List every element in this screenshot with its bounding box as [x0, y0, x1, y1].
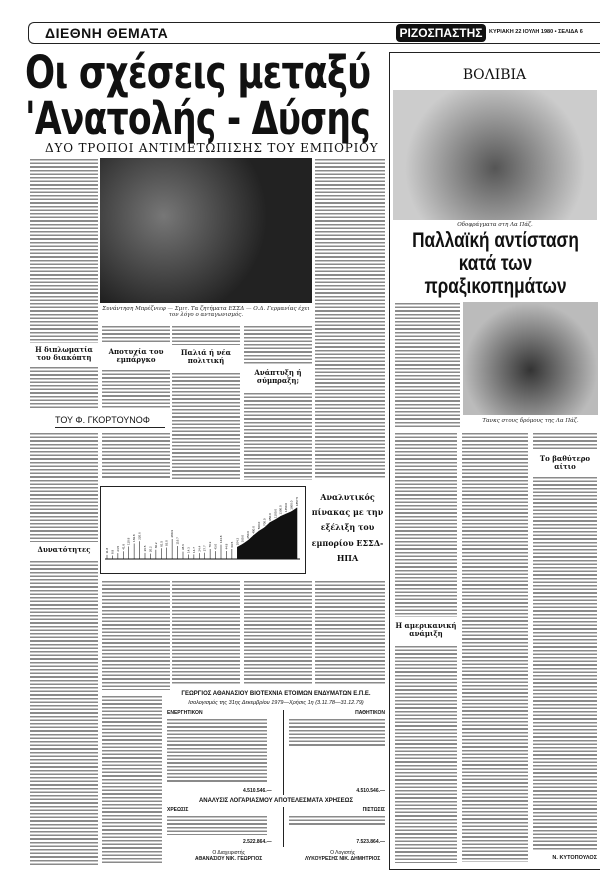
balance-title: ΓΕΩΡΓΙΟΣ ΑΘΑΝΑΣΙΟΥ ΒΙΟΤΕΧΝΙΑ ΕΤΟΙΜΩΝ ΕΝΔΥΜΑΤΩΝ Ε.Π.Ε. [181, 691, 371, 697]
article-text [30, 432, 98, 542]
signature-manager: Ο Διαχειριστής ΑΘΑΝΑΣΙΟΥ ΝΙΚ. ΓΕΩΡΓΙΟΣ [195, 850, 263, 862]
chart-data-label: 700.0 [262, 518, 267, 526]
liabilities-total: 4.510.546.— [356, 788, 385, 794]
chart-data-label: 220.6 [137, 532, 142, 540]
subhead: Το βαθύτερο αίτιο [539, 454, 591, 472]
photo-tank [463, 302, 598, 415]
chart-data-label: 1857.5 [295, 496, 299, 507]
subhead: Η αμερικανική ανάμιξη [395, 621, 457, 639]
results-title: ΑΝΑΛΥΣΙΣ ΛΟΓΑΡΙΑΣΜΟΥ ΑΠΟΤΕΛΕΣΜΑΤΑ ΧΡΗΣΕΩΣ [198, 798, 354, 804]
trade-chart [100, 486, 306, 574]
author: Ν. ΚΥΤΟΠΟΥΛΟΣ [552, 855, 597, 861]
side-headline: Παλλαϊκή αντίσταση κατά των πραξικοπημάτων [412, 229, 579, 298]
credit-total: 7.523.864.— [356, 839, 385, 845]
subhead: Αποτυχία του εμπάργκο [108, 347, 164, 365]
photo1-caption: Οδοφράγματα στη Λα Πάζ. [457, 222, 533, 228]
liabilities-rows [289, 718, 385, 748]
photo-barricades [393, 90, 597, 220]
chart-data-label: 24.5 [115, 545, 120, 552]
chart-data-label: 38.6 [181, 544, 185, 551]
chart-data-label: 70.3 [208, 541, 213, 548]
chart-data-label: 81.5 [159, 540, 164, 547]
article-text [30, 366, 98, 410]
chart-data-label: 41.8 [121, 543, 126, 550]
assets-heading: ΕΝΕΡΓΗΤΙΚΟΝ [167, 710, 203, 716]
subtitle: ΔΥΟ ΤΡΟΠΟΙ ΑΝΤΙΜΕΤΩΠΙΣΗΣ ΤΟΥ ΕΜΠΟΡΙΟΥ [45, 141, 379, 155]
subhead: Ανάπτυξη ή σύμπραξη; [254, 368, 302, 386]
chart-data-label: 400.0 [251, 526, 256, 534]
chart-data-label: 250.0 [246, 531, 251, 539]
trade-chart-svg [101, 487, 304, 572]
issue-date: ΚΥΡΙΑΚΗ 22 ΙΟΥΛΗ 1980 • ΣΕΛΙΔΑ 6 [489, 29, 583, 35]
article-text [102, 369, 170, 408]
liabilities-heading: ΠΑΘΗΤΙΚΟΝ [355, 710, 385, 716]
chart-data-label: 160.0 [240, 534, 245, 543]
article-text [172, 580, 240, 685]
photo-leaders [100, 158, 312, 303]
balance-subtitle: Ισολογισμός της 31ης Δεκεμβρίου 1979—Χρήσις 1η (3.11.78—31.12.79) [188, 700, 364, 706]
chart-data-label: 169.8 [132, 534, 137, 542]
debit-rows [167, 815, 267, 835]
chart-data-label: 11.8 [105, 547, 109, 554]
article-text [533, 476, 597, 850]
chart-data-label: 560.0 [257, 521, 261, 530]
article-text [172, 325, 240, 345]
chart-data-label: 1100.0 [273, 508, 278, 518]
subhead: Δυνατότητες [37, 545, 91, 554]
subhead: Παλιά ή νέα πολιτική [180, 348, 232, 366]
chart-caption: Αναλυτικός πίνακας με την εξέλιξη του εμπορίου ΕΣΣΔ-ΗΠΑ [311, 492, 384, 563]
article-text [395, 302, 460, 428]
article-text [315, 580, 385, 685]
kicker: ΒΟΛΙΒΙΑ [462, 67, 527, 83]
chart-data-label: 1300.0 [278, 505, 283, 515]
chart-data-label: 43.0 [213, 543, 218, 550]
column-divider [283, 807, 284, 847]
column-divider [283, 710, 284, 795]
article-text [30, 158, 98, 343]
headline-line-1: Οι σχέσεις μεταξύ [25, 46, 371, 99]
article-text [30, 560, 98, 865]
chart-data-label: 144.8 [219, 535, 223, 544]
article-text [462, 432, 528, 862]
assets-rows [167, 718, 267, 783]
debit-total: 2.522.864.— [243, 839, 272, 845]
chart-data-label: 950.0 [267, 513, 272, 521]
chart-data-label: 1600.0 [289, 500, 294, 510]
chart-data-label: 110.8 [126, 537, 131, 545]
masthead-logo: ΡΙΖΟΣΠΑΣΤΗΣ [396, 24, 486, 42]
byline: ΤΟΥ Φ. ΓΚΟΡΤΟΥΝΟΦ [55, 415, 165, 428]
headline-line-2: 'Ανατολής - Δύσης [25, 92, 370, 145]
chart-data-label: 1450.0 [284, 502, 289, 513]
subhead: Η διπλωματία του διακόπτη [35, 345, 93, 363]
article-text [244, 325, 312, 365]
chart-data-label: 14.3 [186, 547, 191, 553]
article-text [102, 580, 170, 690]
assets-total: 4.510.546.— [243, 788, 272, 794]
article-text [244, 392, 312, 480]
chart-data-label: 24.4 [197, 545, 202, 552]
article-text [102, 695, 162, 865]
credit-heading: ΠΙΣΤΩΣΙΣ [362, 807, 385, 813]
article-text [102, 432, 170, 480]
photo2-caption: Τανκς στους δρόμους της Λα Πάζ. [482, 418, 579, 424]
balance-sheet-ad [165, 690, 387, 865]
signature-accountant: Ο Λογιστής ΛΥΚΟΥΡΕΣΗΣ ΝΙΚ. ΔΗΜΗΤΡΙΟΣ [305, 850, 381, 862]
chart-data-label: 8.8 [110, 549, 115, 554]
article-text [315, 158, 385, 478]
section-title: ΔΙΕΘΝΗ ΘΕΜΑΤΑ [45, 25, 169, 41]
debit-heading: ΧΡΕΩΣΙΣ [167, 807, 189, 813]
article-text [395, 645, 457, 863]
article-text [102, 325, 170, 343]
article-text [172, 372, 240, 480]
chart-data-label: 92.0 [164, 540, 169, 547]
article-text [244, 580, 312, 685]
chart-data-label: 14.7 [191, 547, 196, 553]
chart-data-label: 280.9 [170, 529, 175, 538]
chart-data-label: 104.2 [235, 537, 240, 546]
article-text [395, 432, 457, 617]
chart-data-label: 44.8 [224, 543, 229, 550]
chart-data-label: 27.7 [202, 545, 207, 552]
chart-data-label: 26.5 [143, 545, 147, 552]
credit-rows [289, 815, 385, 827]
chart-data-label: 69.5 [229, 541, 234, 548]
chart-data-label: 20.2 [148, 546, 153, 553]
chart-data-label: 60.2 [153, 542, 158, 549]
chart-data-label: 119.7 [175, 537, 180, 545]
photo-caption: Συνάντηση Μπρέζνιεφ — Σμιτ. Τα ζητήματα ΕΣΣΔ — Ο.Δ. Γερμανίας έχει τον λόγο ο ανταγωνισμός. [102, 306, 310, 318]
article-text [533, 432, 597, 450]
